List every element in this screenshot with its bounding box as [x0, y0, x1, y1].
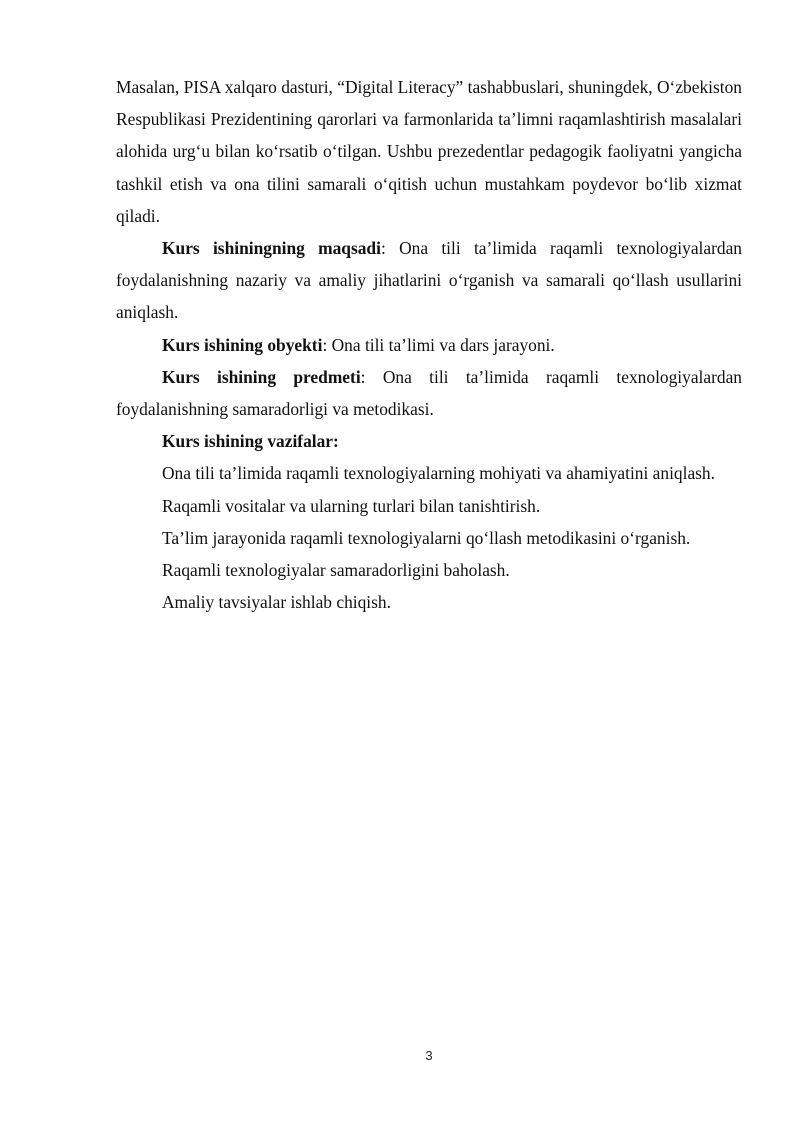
- task-item: Amaliy tavsiyalar ishlab chiqish.: [162, 592, 391, 613]
- goal-paragraph: [116, 232, 742, 329]
- task-item: Ona tili ta’limida raqamli texnologiyalarning mohiyati va ahamiyatini aniqlash.: [162, 463, 715, 484]
- page-number: 3: [425, 1048, 433, 1063]
- goal-label: Kurs ishiningning maqsadi: [162, 238, 381, 259]
- subject-paragraph: [116, 361, 742, 425]
- subject-text: : Ona tili ta’limida raqamli texnologiyalardan foydalanishning samaradorligi va metodikasi.: [116, 366, 742, 420]
- object-text: : Ona tili ta’limi va dars jarayoni.: [322, 334, 555, 355]
- document-page: [116, 71, 742, 618]
- subject-label: Kurs ishining predmeti: [162, 366, 361, 387]
- task-item: Raqamli texnologiyalar samaradorligini baholash.: [162, 560, 510, 581]
- object-paragraph: [116, 329, 742, 361]
- goal-text: : Ona tili ta’limida raqamli texnologiyalardan foydalanishning nazariy va amaliy jihatlarini o‘rganish va samarali qo‘llash usullarini aniqlash.: [116, 238, 743, 323]
- task-item: Ta’lim jarayonida raqamli texnologiyalarni qo‘llash metodikasini o‘rganish.: [162, 527, 691, 548]
- object-label: Kurs ishining obyekti: [162, 334, 323, 355]
- tasks-heading: Kurs ishining vazifalar:: [162, 431, 339, 452]
- task-item: Raqamli vositalar va ularning turlari bilan tanishtirish.: [162, 495, 541, 516]
- intro-paragraph: Masalan, PISA xalqaro dasturi, “Digital Literacy” tashabbuslari, shuningdek, O‘zbekiston Respublikasi Prezidentining qarorlari va farmonlarida ta’limni raqamlashtirish masalalari alohida urg‘u bilan ko‘rsatib o‘tilgan. Ushbu prezedentlar pedagogik faoliyatni yangicha tashkil etish va ona tilini samarali o‘qitish uchun mustahkam poydevor bo‘lib xizmat qiladi.: [116, 77, 742, 226]
